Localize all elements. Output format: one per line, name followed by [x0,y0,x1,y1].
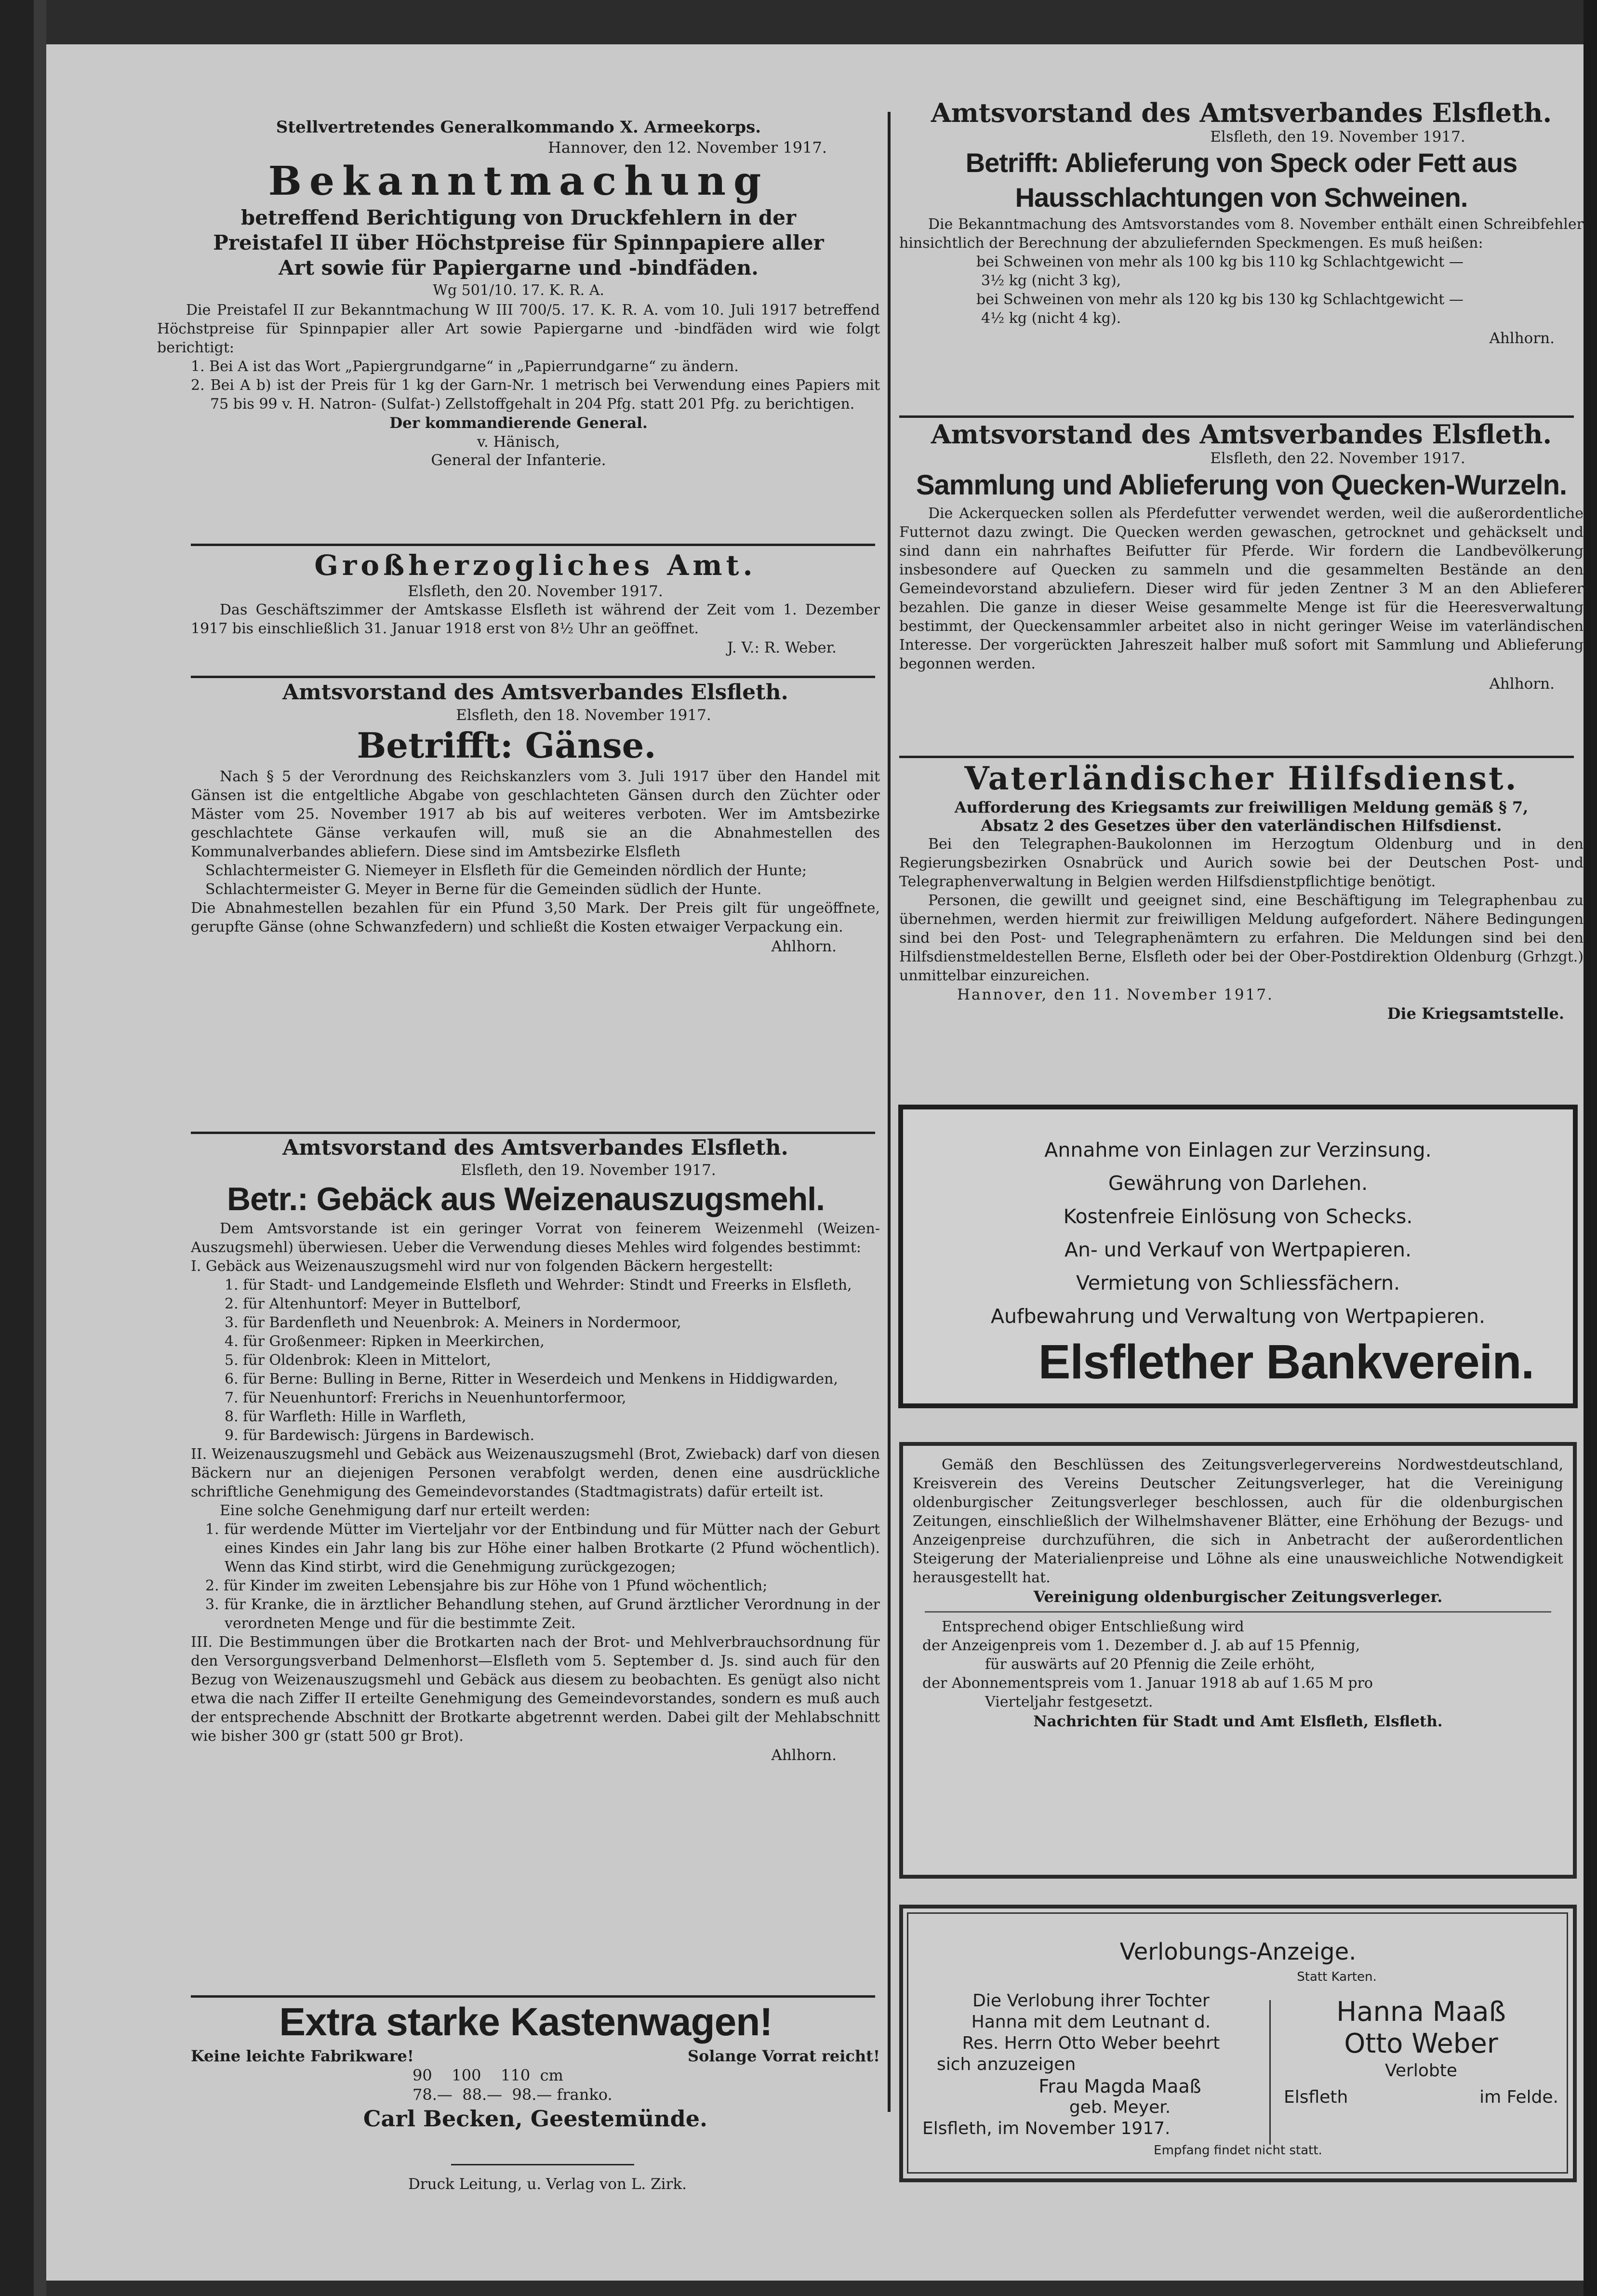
gebaeck-signature: Ahlhorn. [771,1747,837,1764]
quecken-dateline: Elsfleth, den 22. November 1917. [1210,450,1465,467]
speck-line-1: bei Schweinen von mehr als 100 kg bis 110 kg Schlachtgewicht — [976,254,1464,270]
kastenwagen-sizes: 90 100 110 cm [413,2066,563,2084]
verlobung-name-2: Otto Weber [1344,2028,1498,2059]
quecken-notice [899,418,1584,694]
gaense-dateline: Elsfleth, den 18. November 1917. [456,707,711,724]
hilfsdienst-dateline: Hannover, den 11. November 1917. [957,986,1274,1003]
speck-notice [899,97,1584,349]
speck-line-3: bei Schweinen von mehr als 120 kg bis 130 kg Schlachtgewicht — [976,291,1464,308]
amt-signature: J. V.: R. Weber. [727,639,837,656]
speck-title-2: Hausschlachtungen von Schweinen. [1015,182,1468,213]
kommando-ref: Wg 501/10. 17. K. R. A. [433,282,604,299]
gaense-notice [191,679,880,957]
zeitung-line-2: der Anzeigenpreis vom 1. Dezember d. J. ab auf 15 Pfennig, [922,1637,1360,1654]
bank-line: An- und Verkauf von Wertpapieren. [1064,1238,1412,1261]
hilfsdienst-subtitle-1: Aufforderung des Kriegsamts zur freiwilligen Meldung gemäß § 7, [954,798,1529,816]
gaense-header: Amtsvorstand des Amtsverbandes Elsfleth. [282,680,788,705]
verlobung-left-3: Res. Herrn Otto Weber beehrt [962,2033,1220,2053]
divider-rule [191,1995,875,1998]
verlobung-mother-1: Frau Magda Maaß [1038,2076,1201,2097]
baecker-item: 7. für Neuenhuntorf: Frerichs in Neuenhuntorfermoor, [225,1389,626,1406]
verlobung-right [1279,1995,1563,2112]
divider-rule [899,756,1574,758]
verlobung-loc-right: im Felde. [1479,2087,1558,2107]
kastenwagen-title: Extra starke Kastenwagen! [279,2000,772,2044]
genehmigung-item: 3. für Kranke, die in ärztlicher Behandlung stehen, auf Grund ärztlicher Verordnung in der verordneten Menge und für die bestimmte Zeit. [205,1596,880,1632]
verlobung-left-2: Hanna mit dem Leutnant d. [971,2012,1211,2032]
verlobung-place: Elsfleth, im November 1917. [922,2119,1171,2138]
book-spine-edge [34,0,46,2296]
gebaeck-part-2b: Eine solche Genehmigung darf nur erteilt werden: [220,1502,590,1519]
kommando-title: Bekanntmachung [268,158,769,204]
page-right-edge [1584,0,1597,2296]
kommando-sig-2: v. Hänisch, [477,433,560,451]
kommando-body: Die Preistafel II zur Bekanntmachung W III 700/5. 17. K. R. A. vom 10. Juli 1917 betreffend Höchstpreise für Spinnpapier aller Art sowie Papiergarne und -bindfäden wird wie folgt berichtigt: [157,302,880,356]
verlobung-left-1: Die Verlobung ihrer Tochter [972,1991,1210,2011]
zeitung-rule [925,1611,1551,1613]
baecker-item: 9. für Bardewisch: Jürgens in Bardewisch. [225,1427,535,1444]
speck-line-4: 4½ kg (nicht 4 kg). [981,310,1121,327]
gebaeck-part-3: III. Die Bestimmungen über die Brotkarten nach der Brot- und Mehlverbrauchsordnung für den Versorgungsverband Delmenhorst—Elsfleth vom 5. September d. Js. sind auch für den Bezug von Weizenauszugsmehl und Gebäck aus diesem zu beobachten. Es genügt also nicht etwa die nach Ziffer II erteilte Genehmigung des Gemeindevorstandes, sondern es muß auch der entsprechende Abschnitt der Brotkarte abgetrennt werden. Dabei gilt der Mehlabschnitt wie bisher 300 gr (statt 500 gr Brot). [191,1634,880,1745]
quecken-header: Amtsvorstand des Amtsverbandes Elsfleth. [931,419,1552,450]
amt-dateline: Elsfleth, den 20. November 1917. [408,583,663,600]
verlobung-locations [1279,2083,1563,2112]
column-divider [888,112,891,2112]
verlobung-statt: Statt Karten. [1297,1970,1377,1984]
verlobung-loc-left: Elsfleth [1284,2087,1348,2107]
speck-dateline: Elsfleth, den 19. November 1917. [1210,128,1465,146]
kommando-subtitle-1: betreffend Berichtigung von Druckfehlern in der [240,206,797,229]
amt-title: Großherzogliches Amt. [314,549,757,582]
genehmigung-item: 1. für werdende Mütter im Vierteljahr vor der Entbindung und für Mütter nach der Geburt eines Kindes ein Jahr lang bis zur Höhe einer halben Brotkarte (2 Pfund wöchentlich). Wenn das Kind stirbt, wird die Genehmigung zurückgezogen; [205,1521,880,1575]
divider-rule [899,415,1574,418]
kastenwagen-ad [191,1998,880,2133]
hilfsdienst-title: Vaterländischer Hilfsdienst. [964,760,1518,797]
hilfsdienst-body-2: Personen, die gewillt und geeignet sind, eine Beschäftigung im Telegraphenbau zu übernehmen, werden hiermit zur freiwilligen Meldung aufgefordert. Nähere Bedingungen sind bei den Post- und Telegraphenämtern zu erfahren. Die Meldungen sind bei den Hilfsdienstmeldestellen Berne, Elsfleth oder bei der Ober-Postdirektion Oldenburg (Grhzgt.) unmittelbar einzureichen. [899,892,1584,984]
verlobung-name-1: Hanna Maaß [1336,1996,1506,2028]
imprint: Druck Leitung, u. Verlag von L. Zirk. [408,2176,687,2193]
kommando-sig-1: Der kommandierende General. [389,414,648,432]
zeitung-content [913,1455,1563,1732]
gaense-body-2: Die Abnahmestellen bezahlen für ein Pfund 3,50 Mark. Der Preis gilt für ungeöffnete, gerupfte Gänse (ohne Schwanzfedern) und schließt die Kosten etwaiger Verpackung ein. [191,900,880,935]
bank-line: Annahme von Einlagen zur Verzinsung. [1044,1138,1432,1161]
amt-notice [191,548,880,657]
zeitung-body: Gemäß den Beschlüssen des Zeitungsverlegervereins Nordwestdeutschland, Kreisverein des Vereins Deutscher Zeitungsverleger, hat die Vereinigung oldenburgischer Zeitungsverleger beschlossen, auch für die oldenburgischen Zeitungen, einschließlich der Wilhelmshavener Blätter, eine Erhöhung der Bezugs- und Anzeigenpreise durchzuführen, die sich in Anbetracht der außerordentlichen Steigerung der Materialienpreise und Löhne als eine unausweichliche Notwendigkeit herausgestellt hat. [913,1456,1563,1586]
short-rule [451,2164,634,2165]
bank-line: Vermietung von Schliessfächern. [1076,1271,1400,1295]
baecker-item: 5. für Oldenbrok: Kleen in Mittelort, [225,1352,491,1369]
zeitung-line-4: der Abonnementspreis vom 1. Januar 1918 ab auf 1.65 M pro [922,1675,1373,1692]
speck-body: Die Bekanntmachung des Amtsvorstandes vom 8. November enthält einen Schreibfehler hinsichtlich der Berechnung der abzuliefernden Speckmengen. Es muß heißen: [899,216,1584,252]
amt-body: Das Geschäftszimmer der Amtskasse Elsfleth ist während der Zeit vom 1. Dezember 1917 bis einschließlich 31. Januar 1918 erst von 8½ Uhr an geöffnet. [191,601,880,637]
gaense-stelle-2: Schlachtermeister G. Meyer in Berne für die Gemeinden südlich der Hunte. [205,881,762,898]
kommando-subtitle-3: Art sowie für Papiergarne und -bindfäden. [279,256,759,280]
kommando-notice [157,117,880,469]
kastenwagen-left: Keine leichte Fabrikware! [191,2047,414,2065]
kommando-subtitle-2: Preistafel II über Höchstpreise für Spinnpapiere aller [213,231,824,254]
kommando-header: Stellvertretendes Generalkommando X. Armeekorps. [276,118,761,137]
gebaeck-part-1: I. Gebäck aus Weizenauszugsmehl wird nur von folgenden Bäckern hergestellt: [191,1258,773,1275]
gebaeck-title: Betr.: Gebäck aus Weizenauszugsmehl. [226,1181,825,1217]
quecken-title: Sammlung und Ablieferung von Quecken-Wurzeln. [916,469,1567,501]
quecken-body: Die Ackerquecken sollen als Pferdefutter verwendet werden, weil die außerordentliche Futternot dazu zwingt. Die Quecken werden gewaschen, getrocknet und gehäckselt und sind dann ein nahrhaftes Beifutter für Pferde. Wir fordern die Landbevölkerung insbesondere auf Quecken zu sammeln und die gesammelten Bestände an den Gemeindevorstand abzuliefern. Dieser wird für jeden Zentner 3 M an den Ablieferer bezahlen. Die ganze in dieser Weise gesammelte Menge ist für die Heeresverwaltung bestimmt, der Queckensammler arbeitet also in nicht geringer Weise im vaterländischen Interesse. Der vorgerückten Jahreszeit halber muß sofort mit Sammlung und Ablieferung begonnen werden. [899,505,1584,672]
quecken-signature: Ahlhorn. [1489,675,1555,693]
gaense-body: Nach § 5 der Verordnung des Reichskanzlers vom 3. Juli 1917 über den Handel mit Gänsen ist die entgeltliche Abgabe von geschlachteten Gänsen durch den Züchter oder Mäster vom 25. November 1917 ab bis auf weiteres verboten. Wer im Amtsbezirke geschlachtete Gänse verkaufen will, muß sie an die Abnahmestellen des Kommunalverbandes abliefern. Diese sind im Amtsbezirke Elsfleth [191,768,880,860]
hilfsdienst-subtitle-2: Absatz 2 des Gesetzes über den vaterländischen Hilfsdienst. [981,816,1502,835]
zeitung-notice [899,1442,1577,1879]
newspaper-page [46,44,1584,2281]
baecker-item: 4. für Großenmeer: Ripken in Meerkirchen, [225,1333,545,1350]
baecker-item: 1. für Stadt- und Landgemeinde Elsfleth und Wehrder: Stindt und Freerks in Elsfleth, [225,1277,852,1294]
kommando-dateline: Hannover, den 12. November 1917. [548,138,827,157]
baecker-item: 6. für Berne: Bulling in Berne, Ritter in Weserdeich und Menkens in Hiddigwarden, [225,1371,838,1388]
verlobung-divider [1269,2000,1271,2145]
divider-rule [191,544,875,546]
speck-signature: Ahlhorn. [1489,330,1555,347]
hilfsdienst-body-1: Bei den Telegraphen-Baukolonnen im Herzogtum Oldenburg und in den Regierungsbezirken Osnabrück und Aurich sowie bei der Deutschen Post- und Telegraphenverwaltung in Belgien werden Hilfsdienstpflichtige benötigt. [899,836,1584,890]
kastenwagen-firm: Carl Becken, Geestemünde. [363,2106,708,2132]
verlobung-mother-2: geb. Meyer. [1069,2097,1171,2117]
baecker-item: 8. für Warfleth: Hille in Warfleth, [225,1408,466,1425]
bank-ad [898,1105,1578,1408]
verlobung-verlobte: Verlobte [1385,2061,1457,2081]
bank-line: Kostenfreie Einlösung von Schecks. [1063,1205,1413,1228]
bank-name: Elsflether Bankverein. [1038,1335,1534,1389]
speck-title-1: Betrifft: Ablieferung von Speck oder Fett aus [965,147,1517,178]
zeitung-signature: Nachrichten für Stadt und Amt Elsfleth, Elsfleth. [1033,1713,1443,1730]
gebaeck-part-2: II. Weizenauszugsmehl und Gebäck aus Weizenauszugsmehl (Brot, Zwieback) darf von diesen Bäckern nur an diejenigen Personen verabfolgt werden, denen eine ausdrückliche schriftliche Genehmigung des Gemeindevorstandes (Stadtmagistrats) dafür erteilt ist. [191,1446,880,1500]
kommando-item-1: 1. Bei A ist das Wort „Papiergrundgarne“ in „Papierrundgarne“ zu ändern. [191,358,739,375]
baecker-item: 3. für Bardenfleth und Neuenbrok: A. Meiners in Nordermoor, [225,1314,681,1331]
bank-line: Aufbewahrung und Verwaltung von Wertpapieren. [990,1305,1486,1328]
bank-line: Gewährung von Darlehen. [1108,1172,1368,1195]
kastenwagen-prices: 78.— 88.— 98.— franko. [413,2085,612,2104]
zeitung-line-1: Entsprechend obiger Entschließung wird [942,1618,1244,1635]
verlobung-title: Verlobungs-Anzeige. [1119,1938,1357,1965]
kastenwagen-taglines [191,2046,880,2066]
divider-rule [191,676,875,678]
genehmigung-item: 2. für Kinder im zweiten Lebensjahre bis zur Höhe von 1 Pfund wöchentlich; [205,1577,768,1594]
bank-lines [903,1134,1573,1391]
divider-rule [191,1132,875,1134]
speck-header: Amtsvorstand des Amtsverbandes Elsfleth. [931,97,1552,128]
gebaeck-intro: Dem Amtsvorstande ist ein geringer Vorrat von feinerem Weizenmehl (Weizen-Auszugsmehl) überwiesen. Ueber die Verwendung dieses Mehles wird folgendes bestimmt: [191,1220,880,1256]
zeitung-line-3: für auswärts auf 20 Pfennig die Zeile erhöht, [985,1656,1315,1673]
gaense-signature: Ahlhorn. [771,938,837,955]
gebaeck-header: Amtsvorstand des Amtsverbandes Elsfleth. [282,1135,788,1160]
gebaeck-dateline: Elsfleth, den 19. November 1917. [461,1161,716,1179]
verlobung-empfang: Empfang findet nicht statt. [1154,2143,1322,2158]
kommando-item-2: 2. Bei A b) ist der Preis für 1 kg der Garn-Nr. 1 metrisch bei Verwendung eines Papiers mit 75 bis 99 v. H. Natron- (Sulfat-) Zellstoffgehalt in 204 Pfg. statt 201 Pfg. zu berichtigen. [191,377,880,413]
gebaeck-notice [191,1135,880,1765]
verlobung-ad [899,1905,1577,2182]
baecker-item: 2. für Altenhuntorf: Meyer in Buttelborf, [225,1295,521,1312]
kommando-sig-3: General der Infanterie. [431,452,606,469]
hilfsdienst-notice [899,759,1584,1023]
gaense-title: Betrifft: Gänse. [357,725,656,766]
zeitung-line-5: Vierteljahr festgesetzt. [985,1694,1153,1710]
kastenwagen-right: Solange Vorrat reicht! [687,2047,880,2065]
gaense-stelle-1: Schlachtermeister G. Niemeyer in Elsfleth für die Gemeinden nördlich der Hunte; [205,862,807,879]
verlobung-left-4: sich anzuzeigen [937,2055,1076,2074]
verlobung-left [913,1990,1269,2140]
hilfsdienst-signature: Die Kriegsamtstelle. [1387,1004,1564,1023]
speck-line-2: 3½ kg (nicht 3 kg), [981,272,1121,289]
zeitung-verein: Vereinigung oldenburgischer Zeitungsverleger. [1033,1588,1443,1606]
